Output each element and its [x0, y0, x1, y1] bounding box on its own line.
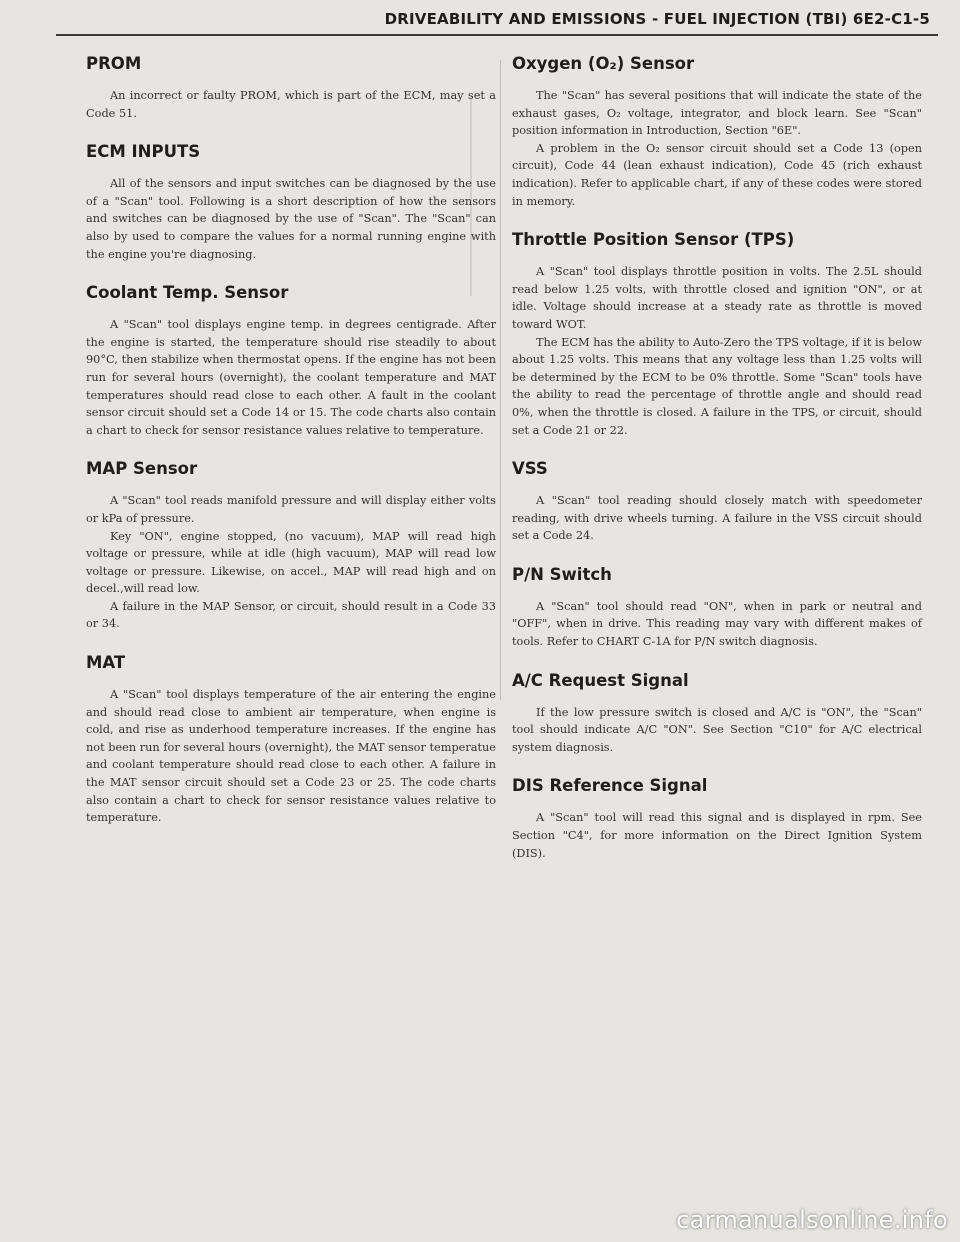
section-coolant-temp-sensor [86, 283, 496, 439]
section-dis-reference-signal [512, 776, 922, 862]
column-divider [500, 60, 501, 700]
section-heading: P/N Switch [512, 564, 612, 584]
paragraph: A "Scan" tool displays temperature of the air entering the engine and should read close to ambient air temperature, when engine is cold, and rise as underhood temperature increases. If the engine has not been run for several hours (overnight), the MAT sensor temperatue and coolant temperature should read close to each other. A failure in the MAT sensor circuit should set a Code 23 or 25. The code charts also contain a chart to check for sensor resistance values relative to temperature. [86, 688, 496, 825]
paragraph: The ECM has the ability to Auto-Zero the TPS voltage, if it is below about 1.25 volts. This means that any voltage less than 1.25 volts will be determined by the ECM to be 0% throttle. Some "Scan" tools have the ability to read the percentage of throttle angle and should read 0%, when the throttle is closed. A failure in the TPS, or circuit, should set a Code 21 or 22. [512, 335, 922, 437]
section-heading: DIS Reference Signal [512, 776, 708, 796]
paragraph: A "Scan" tool reads manifold pressure and will display either volts or kPa of pressure. [86, 494, 496, 525]
section-heading: ECM INPUTS [86, 142, 201, 162]
section-throttle-position-sensor-tps [512, 230, 922, 439]
watermark: carmanualsonline.info [676, 1206, 948, 1234]
section-heading: VSS [512, 459, 548, 479]
paragraph: The "Scan" has several positions that will indicate the state of the exhaust gases, O₂ voltage, integrator, and block learn. See "Scan" position information in Introduction, Section "6E". [512, 89, 922, 138]
section-heading: MAT [86, 653, 126, 673]
section-heading: PROM [86, 54, 142, 73]
paragraph: All of the sensors and input switches can be diagnosed by the use of a "Scan" tool. Following is a short description of how the sensors and switches can be diagnosed by the use of "Scan". The "Scan" can also by used to compare the values for a normal running engine with the engine you're diagnosing. [86, 177, 496, 261]
section-ecm-inputs [86, 142, 496, 263]
section-heading: Oxygen (O₂) Sensor [512, 54, 695, 73]
paragraph: A failure in the MAP Sensor, or circuit, should result in a Code 33 or 34. [86, 599, 496, 631]
section-vss [512, 459, 922, 545]
page-header: DRIVEABILITY AND EMISSIONS - FUEL INJECTION (TBI) 6E2-C1-5 [384, 10, 930, 28]
right-column [512, 54, 922, 882]
left-column [86, 54, 496, 847]
section-heading: Coolant Temp. Sensor [86, 283, 289, 303]
section-prom [86, 54, 496, 122]
paragraph: A problem in the O₂ sensor circuit should set a Code 13 (open circuit), Code 44 (lean exhaust indication), Code 45 (rich exhaust indication). Refer to applicable chart, if any of these codes were stored in memory. [512, 141, 922, 208]
section-p-n-switch [512, 565, 922, 651]
header-rule [56, 34, 938, 36]
paragraph: A "Scan" tool reading should closely match with speedometer reading, with drive wheels turning. A failure in the VSS circuit should set a Code 24. [512, 494, 922, 543]
section-heading: MAP Sensor [86, 459, 198, 479]
section-oxygen-o-sensor [512, 54, 922, 210]
section-a-c-request-signal [512, 671, 922, 757]
paragraph: A "Scan" tool displays throttle position in volts. The 2.5L should read below 1.25 volts, with throttle closed and ignition "ON", or at idle. Voltage should increase at a steady rate as throttle is moved toward WOT. [512, 265, 922, 331]
paragraph: If the low pressure switch is closed and A/C is "ON", the "Scan" tool should indicate A/C "ON". See Section "C10" for A/C electrical system diagnosis. [512, 705, 922, 754]
section-mat [86, 653, 496, 827]
paragraph: An incorrect or faulty PROM, which is part of the ECM, may set a Code 51. [86, 89, 496, 120]
section-map-sensor [86, 459, 496, 633]
paragraph: A "Scan" tool should read "ON", when in park or neutral and "OFF", when in drive. This reading may vary with different makes of tools. Refer to CHART C-1A for P/N switch diagnosis. [512, 599, 922, 649]
section-heading: Throttle Position Sensor (TPS) [512, 230, 795, 250]
paragraph: A "Scan" tool will read this signal and is displayed in rpm. See Section "C4", for more information on the Direct Ignition System (DIS). [512, 811, 922, 860]
section-heading: A/C Request Signal [512, 670, 689, 690]
paragraph: A "Scan" tool displays engine temp. in degrees centigrade. After the engine is started, the temperature should rise steadily to about 90°C, then stabilize when thermostat opens. If the engine has not been run for several hours (overnight), the coolant temperature and MAT temperatures should read close to each other. A fault in the coolant sensor circuit should set a Code 14 or 15. The code charts also contain a chart to check for sensor resistance values relative to temperature. [86, 318, 496, 437]
paragraph: Key "ON", engine stopped, (no vacuum), MAP will read high voltage or pressure, while at idle (high vacuum), MAP will read low voltage or pressure. Likewise, on accel., MAP will read high and on decel.,will read low. [86, 529, 496, 596]
